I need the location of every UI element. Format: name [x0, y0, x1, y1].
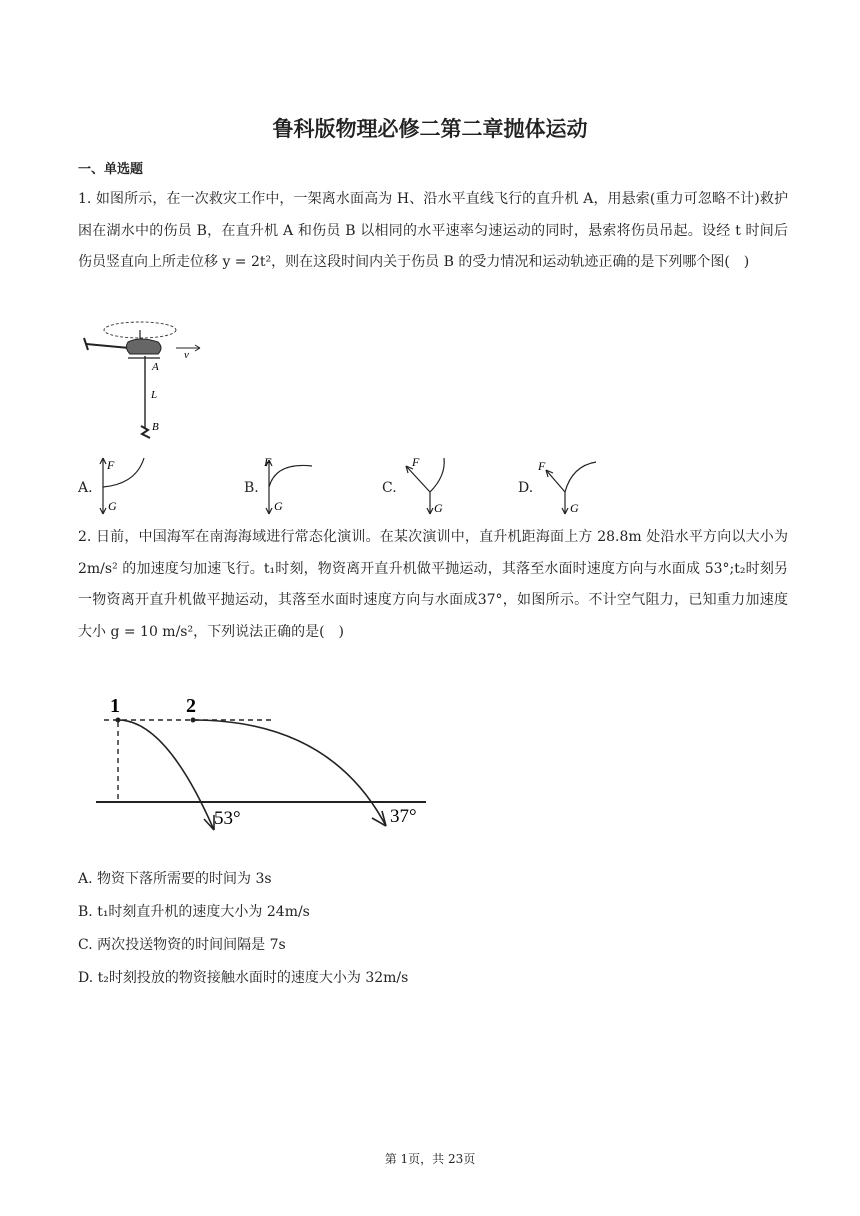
q2-option-d[interactable]: D. t₂时刻投放的物资接触水面时的速度大小为 32m/s — [78, 970, 409, 986]
svg-text:G: G — [274, 499, 283, 513]
svg-text:F: F — [412, 455, 420, 469]
page-title: 鲁科版物理必修二第二章抛体运动 — [272, 117, 588, 141]
q2-option-b[interactable]: B. t₁时刻直升机的速度大小为 24m/s — [78, 904, 310, 920]
svg-text:G: G — [434, 501, 443, 515]
point-2-label: 2 — [186, 695, 196, 717]
angle-37-label: 37° — [390, 806, 417, 827]
q1-option-d-figure[interactable] — [534, 454, 600, 518]
q1-option-a-figure[interactable] — [96, 454, 156, 518]
trajectory-1 — [118, 720, 214, 830]
label-L: L — [151, 389, 158, 401]
helicopter-body — [126, 339, 161, 354]
svg-text:G: G — [108, 499, 117, 513]
q1-option-c-figure[interactable] — [398, 454, 458, 518]
q2-option-a[interactable]: A. 物资下落所需要的时间为 3s — [78, 871, 272, 887]
injured-person — [141, 426, 150, 438]
q1-option-d-label[interactable]: D. — [518, 480, 534, 496]
point-1-label: 1 — [110, 695, 120, 717]
projectile-figure — [90, 690, 430, 840]
label-B: B — [152, 421, 159, 433]
q1-option-a-label[interactable]: A. — [78, 480, 93, 496]
page-footer: 第 1页，共 23页 — [384, 1152, 476, 1166]
svg-text:F: F — [538, 459, 546, 473]
q1-option-b-figure[interactable] — [262, 454, 322, 518]
svg-text:F: F — [264, 455, 272, 469]
tail-boom — [86, 344, 130, 348]
svg-text:G: G — [570, 501, 579, 515]
q1-option-c-label[interactable]: C. — [382, 480, 397, 496]
section-heading: 一、单选题 — [78, 162, 144, 177]
label-A: A — [152, 361, 159, 373]
svg-text:F: F — [107, 458, 115, 472]
q1-option-b-label[interactable]: B. — [244, 480, 259, 496]
helicopter-figure — [78, 318, 228, 446]
label-v: v — [184, 349, 189, 361]
question-1-text: 1. 如图所示，在一次救灾工作中，一架离水面高为 H、沿水平直线飞行的直升机 A，用悬索(重力可忽略不计)救护困在湖水中的伤员 B，在直升机 A 和伤员 B 以相同的水平速率匀速运动的同时，悬索将伤员吊起。设经 t 时间后伤员竖直向上所走位移 y = 2t²，则在这段时间内关于伤员 B 的受力情况和运动轨迹正确的是下列哪个图( ) — [78, 191, 788, 270]
angle-53-label: 53° — [214, 808, 241, 829]
question-2-text: 2. 日前，中国海军在南海海域进行常态化演训。在某次演训中，直升机距海面上方 28.8m 处沿水平方向以大小为 2m/s² 的加速度匀加速飞行。t₁时刻，物资离开直升机做平抛运动，其落至水面时速度方向与水面成 53°;t₂时刻另一物资离开直升机做平抛运动，其落至水面时速度方向与水面成37°，如图所示。不计空气阻力，已知重力加速度大小 g = 10 m/s²，下列说法正确的是( ) — [78, 529, 788, 640]
q2-option-c[interactable]: C. 两次投送物资的时间间隔是 7s — [78, 937, 286, 953]
